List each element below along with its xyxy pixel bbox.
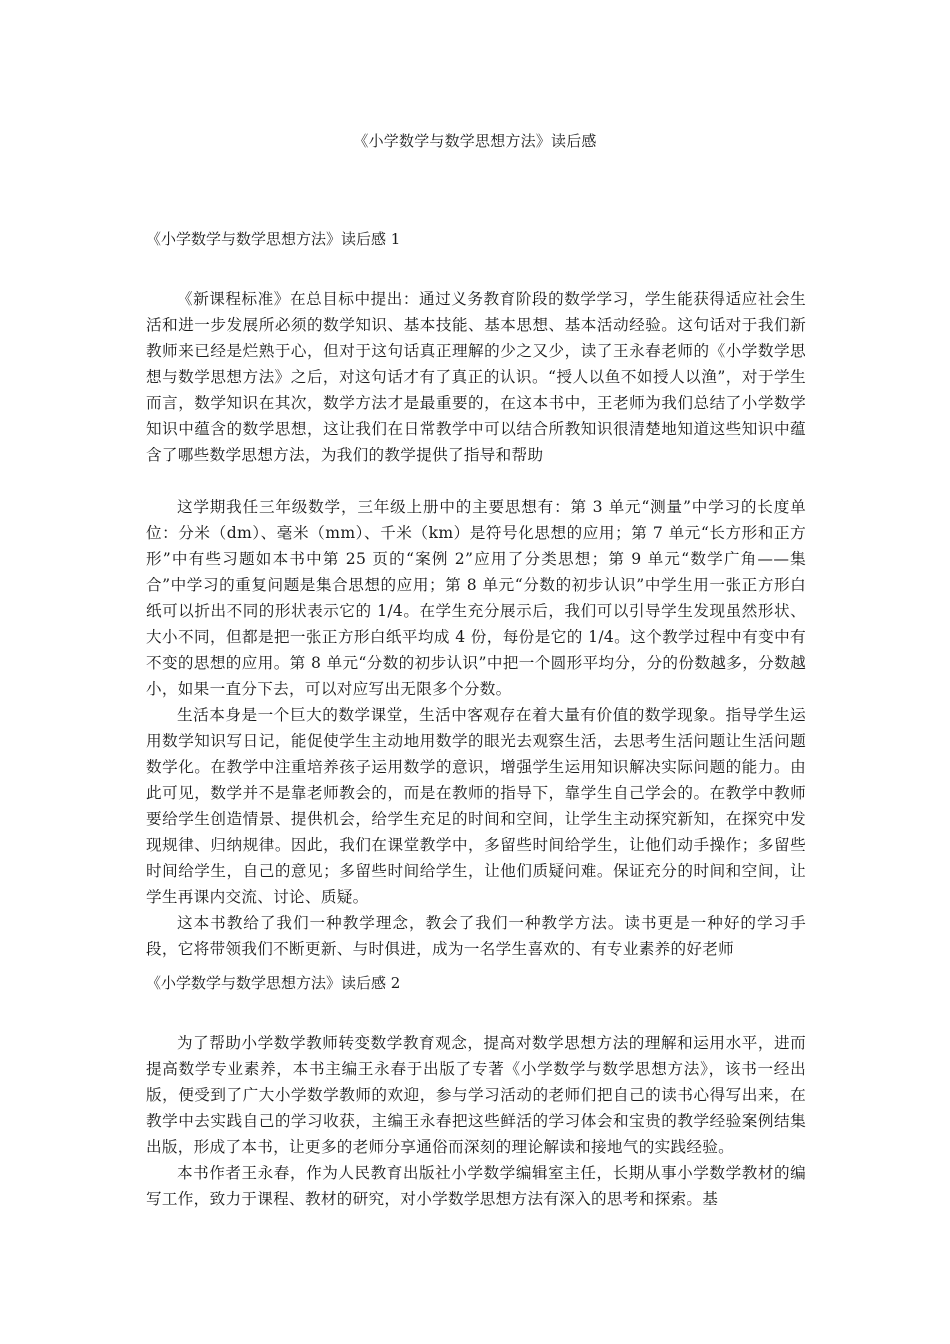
section-heading: 《小学数学与数学思想方法》读后感 2 [146,974,401,992]
paragraph: 这学期我任三年级数学，三年级上册中的主要思想有：第 3 单元“测量”中学习的长度单位：分米（dm）、毫米（mm）、千米（km）是符号化思想的应用；第 7 单元“长方形和正方形”中有些习题如本书中第 25 页的“案例 2”应用了分类思想；第 9 单元“数学广角——集合”中学习的重复问题是集合思想的应用；第 8 单元“分数的初步认识”中学生用一张正方形白纸可以折出不同的形状表示它的 1/4。在学生充分展示后，我们可以引导学生发现虽然形状、大小不同，但都是把一张正方形白纸平均成 4 份，每份是它的 1/4。这个教学过程中有变中有不变的思想的应用。第 8 单元“分数的初步认识”中把一个圆形平均分，分的份数越多，分数越小，如果一直分下去，可以对应写出无限多个分数。 [146,498,806,698]
essay-section-2 [146,972,806,1212]
essay-section-1 [146,228,806,962]
paragraph: 这本书教给了我们一种教学理念，教会了我们一种教学方法。读书更是一种好的学习手段，它将带领我们不断更新、与时俱进，成为一名学生喜欢的、有专业素养的好老师 [146,914,806,958]
paragraph: 生活本身是一个巨大的数学课堂，生活中客观存在着大量有价值的数学现象。指导学生运用数学知识写日记，能促使学生主动地用数学的眼光去观察生活，去思考生活问题让生活问题数学化。在教学中注重培养孩子运用数学的意识，增强学生运用知识解决实际问题的能力。由此可见，数学并不是靠老师教会的，而是在教师的指导下，靠学生自己学会的。在教学中教师要给学生创造情景、提供机会，给学生充足的时间和空间，让学生主动探究新知，在探究中发现规律、归纳规律。因此，我们在课堂教学中，多留些时间给学生，让他们动手操作；多留些时间给学生，自己的意见；多留些时间给学生，让他们质疑问难。保证充分的时间和空间，让学生再课内交流、讨论、质疑。 [146,706,806,906]
paragraph: 为了帮助小学数学教师转变数学教育观念，提高对数学思想方法的理解和运用水平，进而提高数学专业素养，本书主编王永春于出版了专著《小学数学与数学思想方法》，该书一经出版，便受到了广大小学数学教师的欢迎，参与学习活动的老师们把自己的读书心得写出来，在教学中去实践自己的学习收获，主编王永春把这些鲜活的学习体会和宝贵的教学经验案例结集出版，形成了本书，让更多的老师分享通俗而深刻的理论解读和接地气的实践经验。 [146,1034,806,1156]
section-heading: 《小学数学与数学思想方法》读后感 1 [146,230,401,248]
paragraph: 《新课程标准》在总目标中提出：通过义务教育阶段的数学学习，学生能获得适应社会生活和进一步发展所必须的数学知识、基本技能、基本思想、基本活动经验。这句话对于我们新教师来已经是烂熟于心，但对于这句话真正理解的少之又少，读了王永春老师的《小学数学思想与数学思想方法》之后，对这句话才有了真正的认识。“授人以鱼不如授人以渔”，对于学生而言，数学知识在其次，数学方法才是最重要的，在这本书中，王老师为我们总结了小学数学知识中蕴含的数学思想，这让我们在日常教学中可以结合所教知识很清楚地知道这些知识中蕴含了哪些数学思想方法，为我们的教学提供了指导和帮助 [146,290,806,464]
document-title: 《小学数学与数学思想方法》读后感 [353,132,597,150]
paragraph: 本书作者王永春，作为人民教育出版社小学数学编辑室主任，长期从事小学数学教材的编写工作，致力于课程、教材的研究，对小学数学思想方法有深入的思考和探索。基 [146,1164,806,1208]
